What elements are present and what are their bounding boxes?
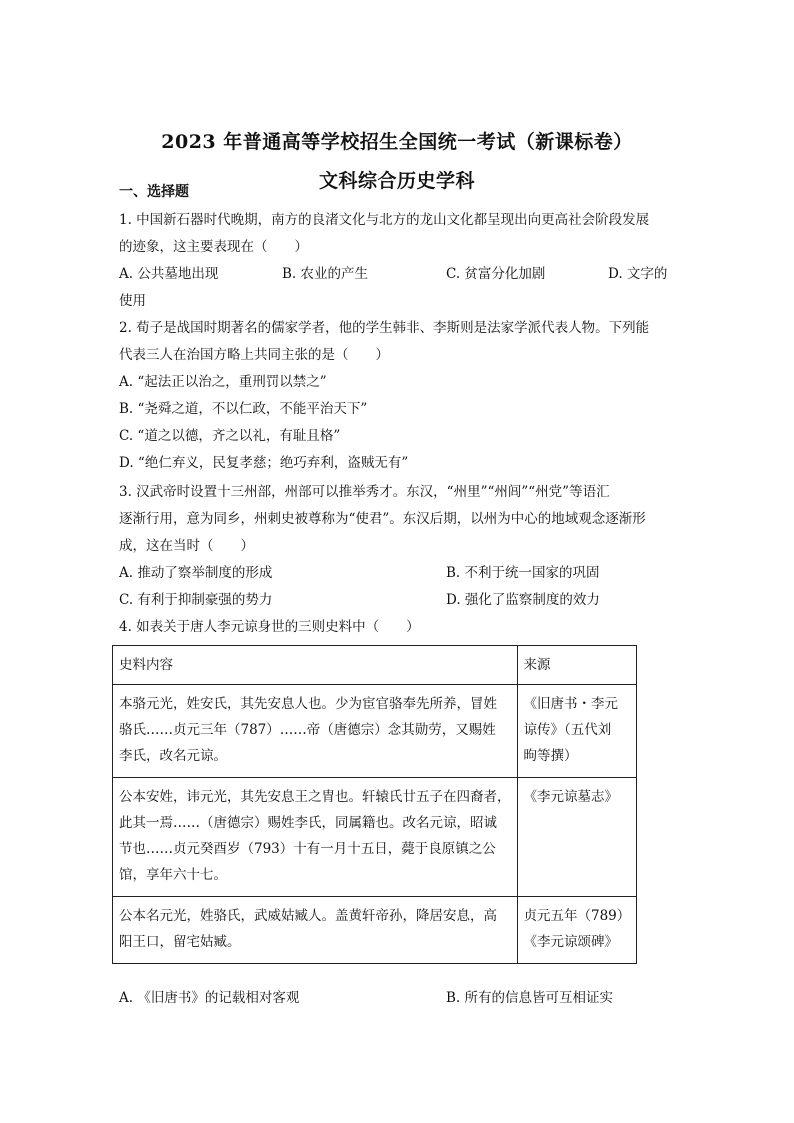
question-text-line: 1. 中国新石器时代晚期，南方的良渚文化与北方的龙山文化都呈现出向更高社会阶段发展 <box>119 212 650 228</box>
source-name-cell <box>517 778 637 897</box>
cell-text-line: 骆氏……贞元三年（787）……帝（唐德宗）念其勋劳，又赐姓 <box>119 722 496 738</box>
table-header-content: 史料内容 <box>113 646 518 685</box>
table-header-row <box>113 646 637 685</box>
option-b: B. 所有的信息皆可互相证实 <box>446 990 614 1006</box>
cell-text-line: 公本名元光，姓骆氏，武威姑臧人。盖黄轩帝孙，降居安息，高 <box>119 908 497 924</box>
cell-text-line: 贞元五年（789） <box>523 908 631 924</box>
source-content-cell <box>113 685 518 778</box>
question-text-line: 代表三人在治国方略上共同主张的是（ ） <box>119 347 389 363</box>
option-c: C. 贫富分化加剧 <box>446 266 546 282</box>
option-d-continued: 使用 <box>119 293 146 309</box>
option-c: C. 有利于抑制豪强的势力 <box>119 592 273 608</box>
source-content-cell <box>113 778 518 897</box>
cell-text-line: 馆，享年六十七。 <box>119 867 227 883</box>
source-name-cell <box>517 897 637 964</box>
option-d: D. “绝仁弃义，民复孝慈；绝巧弃利，盗贼无有” <box>119 455 409 471</box>
question-text-line: 4. 如表关于唐人李元谅身世的三则史料中（ ） <box>119 619 420 635</box>
question-text-line: 成，这在当时（ ） <box>119 538 254 554</box>
option-b: B. 不利于统一国家的巩固 <box>446 565 600 581</box>
exam-subtitle: 文科综合历史学科 <box>318 170 475 192</box>
source-content-cell <box>113 897 518 964</box>
cell-text-line: 公本安姓，讳元光，其先安息王之胄也。轩辕氏廿五子在四裔者， <box>119 789 511 805</box>
cell-text-line: 谅传》（五代刘 <box>523 722 612 738</box>
cell-text-line: 《李元谅墓志》 <box>523 789 618 805</box>
cell-text-line: 《旧唐书・李元 <box>523 696 618 712</box>
option-b: B. 农业的产生 <box>282 266 369 282</box>
source-table <box>112 645 637 964</box>
table-row <box>113 897 637 964</box>
option-b: B. “尧舜之道，不以仁政，不能平治天下” <box>119 401 368 417</box>
option-d: D. 文字的 <box>608 266 668 282</box>
cell-text-line: 节也……贞元癸酉岁（793）十有一月十五日，薨于良原镇之公 <box>119 841 496 857</box>
cell-text-line: 昫等撰） <box>523 748 578 764</box>
option-c: C. “道之以德，齐之以礼，有耻且格” <box>119 428 341 444</box>
cell-text-line: 此其一焉……（唐德宗）赐姓李氏，同属籍也。改名元谅，昭诚 <box>119 815 497 831</box>
question-text-line: 3. 汉武帝时设置十三州部，州部可以推举秀才。东汉，“州里”“州闾”“州党”等语汇 <box>119 484 610 500</box>
table-header-source: 来源 <box>517 646 637 685</box>
question-text-line: 的迹象，这主要表现在（ ） <box>119 239 308 255</box>
option-a: A. 推动了察举制度的形成 <box>119 565 273 581</box>
cell-text-line: 《李元谅颂碑》 <box>523 934 618 950</box>
source-name-cell <box>517 685 637 778</box>
option-a: A. “起法正以治之，重刑罚以禁之” <box>119 374 327 390</box>
option-a: A. 公共墓地出现 <box>119 266 219 282</box>
table-row <box>113 685 637 778</box>
table-row <box>113 778 637 897</box>
question-text-line: 2. 荀子是战国时期著名的儒家学者，他的学生韩非、李斯则是法家学派代表人物。下列能 <box>119 320 650 336</box>
question-text-line: 逐渐行用，意为同乡，州刺史被尊称为“使君”。东汉后期，以州为中心的地域观念逐渐形 <box>119 511 646 527</box>
exam-title: 2023 年普通高等学校招生全国统一考试（新课标卷） <box>161 131 633 153</box>
option-a: A. 《旧唐书》的记载相对客观 <box>119 990 300 1006</box>
section-heading: 一、选择题 <box>119 184 189 200</box>
cell-text-line: 本骆元光，姓安氏，其先安息人也。少为宦官骆奉先所养，冒姓 <box>119 696 497 712</box>
cell-text-line: 阳王口，留宅姑臧。 <box>119 934 241 950</box>
cell-text-line: 李氏，改名元谅。 <box>119 748 227 764</box>
option-d: D. 强化了监察制度的效力 <box>446 592 600 608</box>
